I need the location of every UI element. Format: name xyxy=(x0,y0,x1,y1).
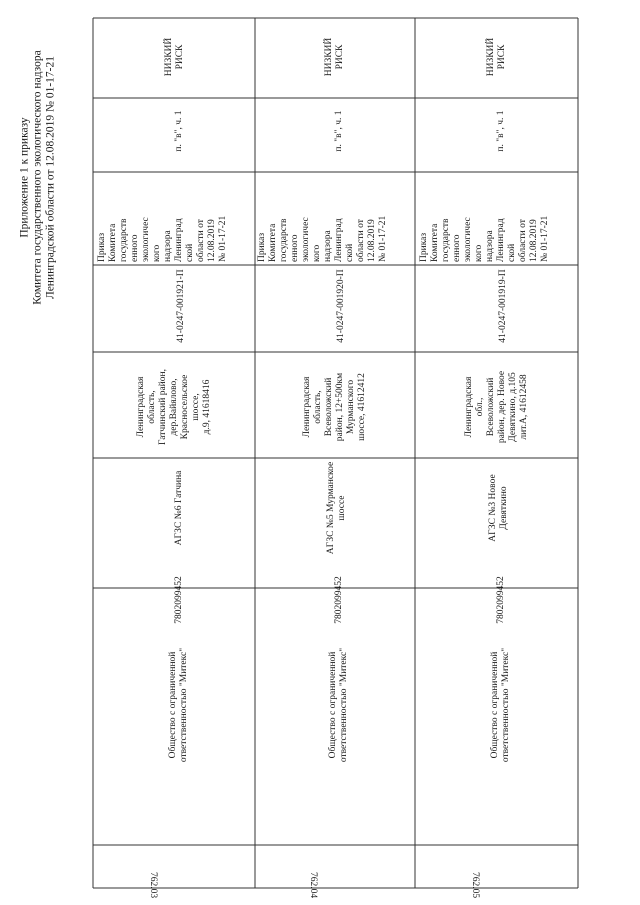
object-name: АГЗС №3 Новое Девяткино xyxy=(488,474,509,542)
order-reference: Приказ Комитета государств енного экологичес кого надзора Ленинград ской области от 12.08.2019 № 01-17-21 xyxy=(97,215,228,262)
risk-category: НИЗКИЙ РИСК xyxy=(164,37,185,77)
header-line-2: Комитета государственного экологического надзора xyxy=(31,50,44,305)
header-line-1: Приложение 1 к приказу xyxy=(18,117,31,238)
object-address: Ленинградская область, Всеволожский район, 12+500км Мурманского шоссе, 41612412 xyxy=(302,372,367,442)
risk-category: НИЗКИЙ РИСК xyxy=(324,37,345,77)
legal-basis: п. "в", ч. 1 xyxy=(496,110,506,152)
org-name: Общество с ограниченной ответственностью "Митекс" xyxy=(328,647,349,763)
object-address: Ленинградская область, Гатчинский район, дер.Вайялово, Красносельское шоссе, д.9, 41618416 xyxy=(136,369,212,445)
object-code: 41-0247-001920-П xyxy=(336,269,346,343)
org-name: Общество с ограниченной ответственностью "Митекс" xyxy=(490,647,511,763)
legal-basis: п. "в", ч. 1 xyxy=(174,110,184,152)
object-name: АГЗС №6 Гатчина xyxy=(174,470,184,546)
row-number: 762.05 xyxy=(470,872,480,899)
risk-category: НИЗКИЙ РИСК xyxy=(486,37,507,77)
order-reference: Приказ Комитета государств енного экологичес кого надзора Ленинград ской области от 12.08.2019 № 01-17-21 xyxy=(419,215,550,262)
header-line-3: Ленинградской области от 12.08.2019 № 01-17-21 xyxy=(44,55,57,300)
object-code: 41-0247-001919-П xyxy=(498,269,508,343)
row-number: 762.04 xyxy=(308,872,318,899)
inn-value: 7802099452 xyxy=(496,576,506,624)
inn-value: 7802099452 xyxy=(334,576,344,624)
object-address: Ленинградская обл., Всеволожский район, дер. Новое Девяткино, д.105 лит.А, 41612458 xyxy=(464,370,529,444)
object-name: АГЗС №5 Мурманское шоссе xyxy=(326,461,347,555)
legal-basis: п. "в", ч. 1 xyxy=(334,110,344,152)
order-reference: Приказ Комитета государств енного экологичес кого надзора Ленинград ской области от 12.08.2019 № 01-17-21 xyxy=(257,215,388,262)
inn-value: 7802099452 xyxy=(174,576,184,624)
object-code: 41-0247-001921-П xyxy=(176,269,186,343)
org-name: Общество с ограниченной ответственностью "Митекс" xyxy=(168,647,189,763)
row-number: 762.03 xyxy=(148,872,158,899)
